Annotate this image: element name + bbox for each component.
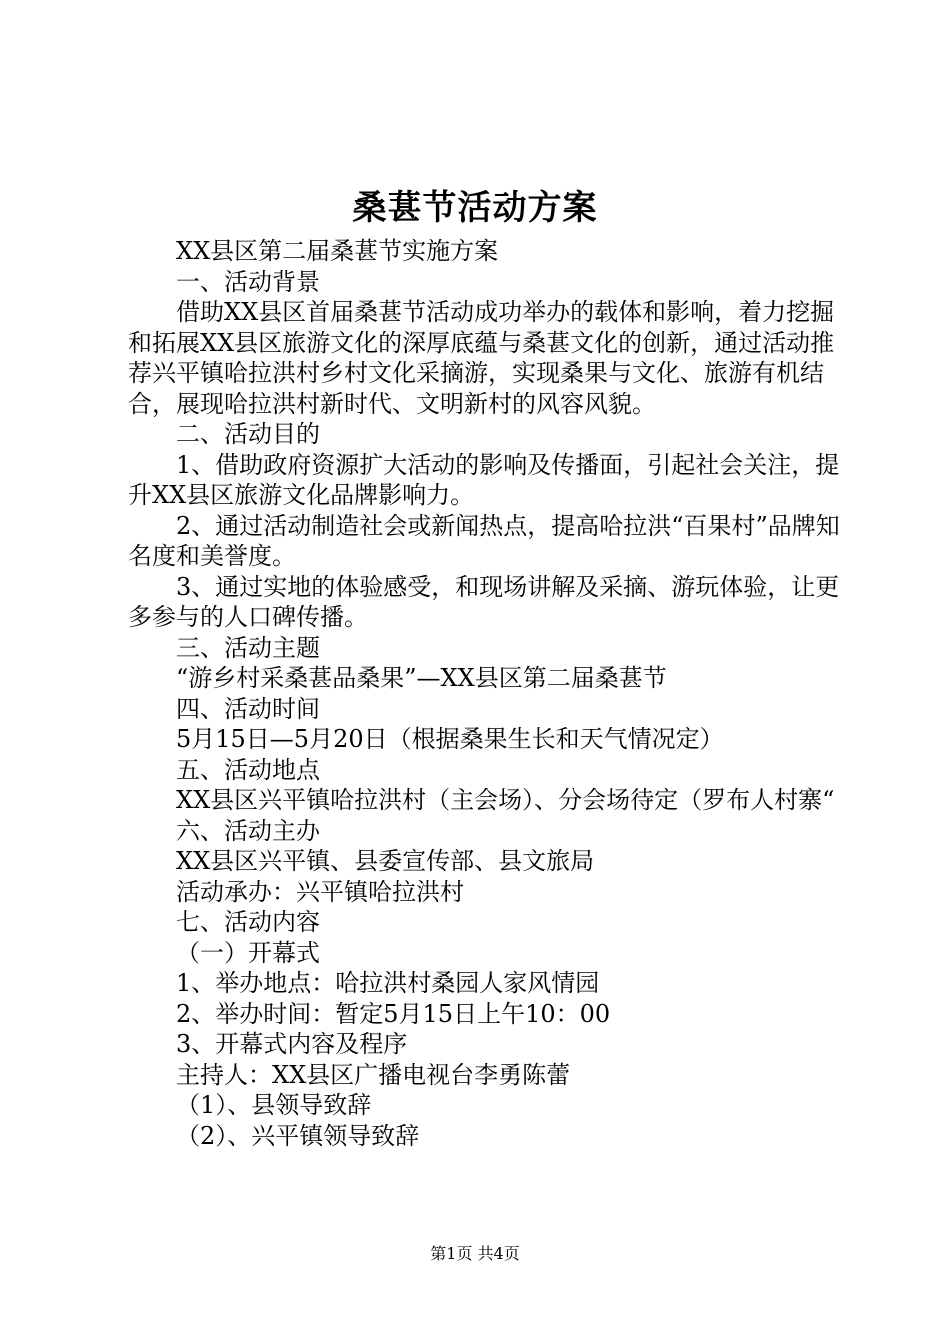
section-heading: 一、活动背景 <box>176 267 320 296</box>
paragraph: （1）、县领导致辞 <box>176 1091 372 1119</box>
paragraph: 3、通过实地的体验感受，和现场讲解及采摘、游玩体验，让更多参与的人口碑传播。 <box>128 572 840 631</box>
paragraph: 3、开幕式内容及程序 <box>176 1030 408 1058</box>
paragraph: 活动承办：兴平镇哈拉洪村 <box>176 877 464 906</box>
paragraph: 1、举办地点：哈拉洪村桑园人家风情园 <box>176 969 600 997</box>
document-body <box>128 236 840 1151</box>
paragraph: （2）、兴平镇领导致辞 <box>176 1121 420 1150</box>
paragraph: 2、通过活动制造社会或新闻热点，提高哈拉洪“百果村”品牌知名度和美誉度。 <box>128 511 840 570</box>
document-title: 桑葚节活动方案 <box>352 188 598 228</box>
paragraph: 1、借助政府资源扩大活动的影响及传播面，引起社会关注，提升XX县区旅游文化品牌影响力。 <box>128 450 840 509</box>
paragraph: 借助XX县区首届桑葚节活动成功举办的载体和影响，着力挖掘和拓展XX县区旅游文化的深厚底蕴与桑葚文化的创新，通过活动推荐兴平镇哈拉洪村乡村文化采摘游，实现桑果与文化、旅游有机结合，展现哈拉洪村新时代、文明新村的风容风貌。 <box>128 298 835 418</box>
section-heading: 二、活动目的 <box>176 420 320 448</box>
page-footer: 第1页 共4页 <box>430 1244 520 1263</box>
paragraph: XX县区第二届桑葚节实施方案 <box>176 237 499 265</box>
paragraph: 5月15日—5月20日（根据桑果生长和天气情况定） <box>176 725 724 753</box>
section-heading: 三、活动主题 <box>176 633 320 662</box>
section-heading: 七、活动内容 <box>176 908 320 936</box>
paragraph: XX县区兴平镇哈拉洪村（主会场）、分会场待定（罗布人村寨“ <box>176 786 835 814</box>
section-heading: 五、活动地点 <box>176 755 320 784</box>
paragraph: 2、举办时间：暂定5月15日上午10：00 <box>176 999 611 1028</box>
subsection-heading: （一）开幕式 <box>176 938 320 967</box>
paragraph: “游乡村采桑葚品桑果”—XX县区第二届桑葚节 <box>176 664 667 692</box>
paragraph: XX县区兴平镇、县委宣传部、县文旅局 <box>176 847 595 875</box>
paragraph: 主持人：XX县区广播电视台李勇陈蕾 <box>176 1060 571 1089</box>
section-heading: 四、活动时间 <box>176 694 320 723</box>
section-heading: 六、活动主办 <box>176 816 320 845</box>
